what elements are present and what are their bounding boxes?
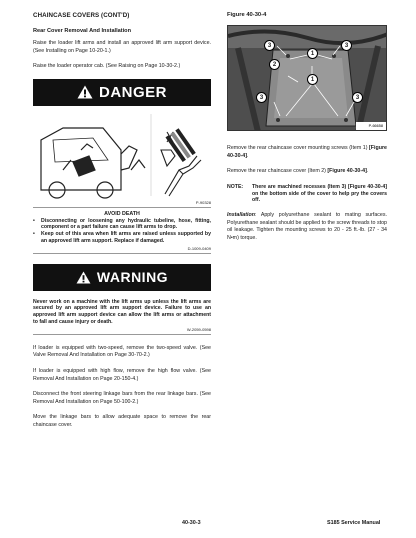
danger-bullet: • Disconnecting or loosening any hydraulic tubeline, hose, fitting, component or a part failure can cause lift arms to drop.: [33, 218, 211, 231]
avoid-death-title: AVOID DEATH: [104, 210, 140, 217]
figure-reference: [Figure 40-30-4]: [227, 145, 387, 159]
danger-bullet-list: [33, 218, 211, 245]
right-column: [227, 12, 387, 251]
warning-text: Never work on a machine with the lift arms up unless the lift arms are secured by an approved lift arm support device. Failure to use an approved lift arm support device can allow the lift arms or attachment to fall and cause injury or death.: [33, 298, 211, 325]
callout-1-upper: 1: [307, 48, 318, 59]
subsection-title: Rear Cover Removal And Installation: [33, 28, 132, 34]
warning-triangle-icon: [76, 271, 91, 284]
loader-lift-arm-illustration: [33, 110, 211, 200]
danger-code: D-1009-0409: [187, 245, 211, 251]
danger-bullet: • Keep out of this area when lift arms are raised unless supported by an approved lift arm support. Replace if damaged.: [33, 231, 211, 244]
figure-title: Figure 40-30-4: [227, 12, 267, 18]
figure-reference: [Figure 40-30-4]: [327, 168, 367, 175]
instruction-paragraph: Disconnect the front steering linkage bars from the rear linkage bars. (See Removal And Installation on Page 50-100-2.): [33, 391, 211, 405]
installation-paragraph: Installation: Apply polyurethane sealant to mating surfaces. Polyurethane sealant should be applied to the screw threads to stop oil leakage. Tighten the mounting screws to 20 - 25 ft.-lb. (27 - 34 N•m) torque.: [227, 212, 387, 241]
callout-3-top-right: 3: [341, 40, 352, 51]
instruction-paragraph: Raise the loader lift arms and install an approved lift arm support device. (See Installing on Page 10-20-1.): [33, 40, 211, 54]
danger-heading: DANGER: [98, 83, 167, 101]
note-text: There are machined recesses (Item 3) [Figure 40-30-4] on the bottom side of the cover to help pry the covers off.: [252, 183, 387, 204]
callout-1-lower: 1: [307, 74, 318, 85]
instruction-paragraph: If loader is equipped with two-speed, remove the two-speed valve. (See Valve Removal And Installation on Page 30-70-2.): [33, 344, 211, 359]
callout-1-top: 3: [264, 40, 275, 51]
callout-3-bottom-right: 3: [352, 92, 363, 103]
divider: [33, 207, 211, 208]
danger-illustration: [33, 110, 211, 200]
left-column: [33, 12, 211, 438]
callout-2: 2: [269, 59, 280, 70]
warning-banner: [33, 264, 211, 291]
warning-triangle-icon: [77, 85, 93, 99]
installation-lead: Installation: [227, 212, 255, 219]
manual-title: S185 Service Manual: [327, 520, 381, 526]
callout-3-bottom-left: 3: [256, 92, 267, 103]
instruction-paragraph: Remove the rear chaincase cover mounting screws (Item 1) [Figure 40-30-4].: [227, 145, 387, 159]
instruction-paragraph: Remove the rear chaincase cover (Item 2) [Figure 40-30-4].: [227, 168, 369, 175]
danger-banner: [33, 79, 211, 106]
chaincase-cover-photo: [227, 25, 387, 131]
note-label: NOTE:: [227, 183, 244, 190]
warning-heading: WARNING: [96, 269, 169, 286]
divider: [33, 253, 211, 254]
section-title: CHAINCASE COVERS (CONT'D): [33, 12, 130, 19]
note-block: [227, 184, 387, 204]
instruction-paragraph: Raise the loader operator cab. (See Raising on Page 10-30-2.): [33, 63, 181, 70]
instruction-paragraph: If loader is equipped with high flow, remove the high flow valve. (See Removal And Installation on Page 20-150-4.): [33, 367, 211, 382]
danger-figure-reference: P-90328: [195, 199, 211, 205]
divider: [33, 334, 211, 335]
warning-code: W-2059-0598: [186, 326, 211, 332]
instruction-paragraph: Move the linkage bars to allow adequate space to remove the rear chaincase cover.: [33, 414, 211, 428]
page-number: 40-30-3: [182, 520, 201, 526]
photo-reference: P-66658: [368, 124, 383, 128]
